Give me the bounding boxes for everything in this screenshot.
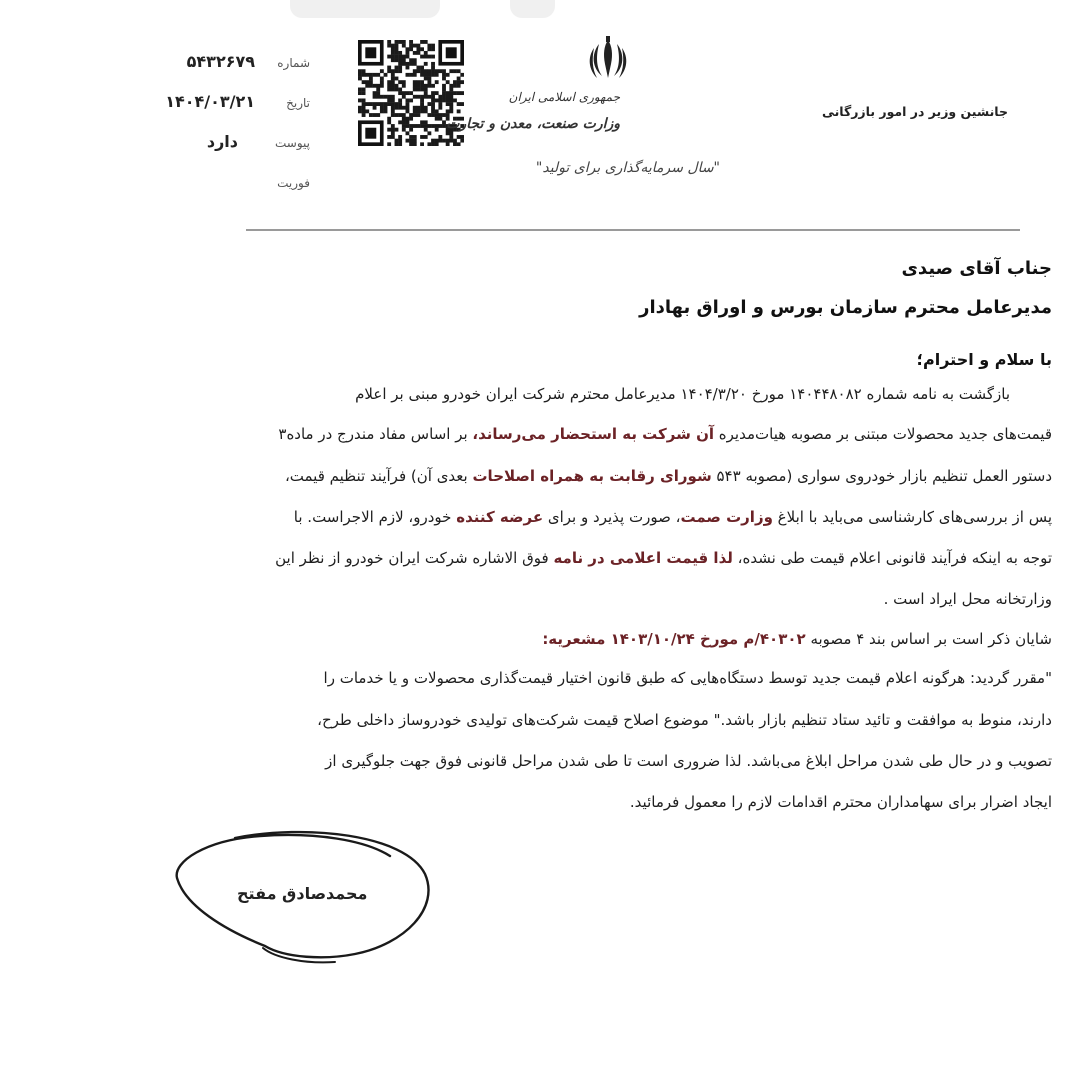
- body-line: تصویب و در حال طی شدن مراحل ابلاغ می‌باشد. لذا ضروری است تا طی شدن مراحل قانونی فوق جهت جلوگیری از: [325, 752, 1052, 770]
- republic-line: جمهوری اسلامی ایران: [508, 90, 620, 104]
- number-label: شماره: [277, 56, 310, 70]
- scan-smudge: [290, 0, 440, 18]
- body-line: وزارتخانه محل ایراد است .: [883, 590, 1052, 608]
- salutation: با سلام و احترام؛: [916, 350, 1052, 369]
- highlight-text: لذا قیمت اعلامی در نامه: [553, 549, 733, 567]
- letter-number: [160, 52, 310, 76]
- body-line: [285, 467, 1052, 485]
- iran-emblem-icon: [583, 34, 633, 84]
- body-line: "مقرر گردید: هرگونه اعلام قیمت جدید توسط دستگاه‌هایی که طبق قانون اختیار قیمت‌گذاری محصولات و یا خدمات را: [323, 669, 1052, 687]
- year-slogan: "سال سرمایه‌گذاری برای تولید": [535, 160, 720, 176]
- date-value: ۱۴۰۴/۰۳/۲۱: [165, 92, 255, 111]
- body-text: پس از بررسی‌های کارشناسی می‌باید با ابلاغ: [772, 508, 1052, 526]
- body-line: [278, 425, 1052, 443]
- ministry-line: وزارت صنعت، معدن و تجارت: [446, 116, 620, 132]
- attachment-label: پیوست: [275, 136, 310, 150]
- body-text: قیمت‌های جدید محصولات مبتنی بر مصوبه هیات‌مدیره: [714, 425, 1052, 443]
- body-line: [294, 508, 1052, 526]
- signatory-name: محمدصادق مفتح: [237, 884, 368, 903]
- deputy-title: جانشین وزیر در امور بازرگانی: [821, 104, 1008, 119]
- body-line: ایجاد اضرار برای سهامداران محترم اقدامات لازم را معمول فرمائید.: [629, 793, 1052, 811]
- body-line: دارند، منوط به موافقت و تائید ستاد تنظیم بازار باشد." موضوع اصلاح قیمت شرکت‌های تولیدی خودروساز داخلی طرح،: [317, 711, 1052, 729]
- highlight-text: وزارت صمت: [680, 508, 773, 526]
- body-line: [275, 549, 1052, 567]
- header-divider: [246, 229, 1020, 231]
- recipient-name: جناب آقای صیدی: [901, 258, 1052, 279]
- body-line: [542, 630, 1052, 648]
- letter-date: [160, 92, 310, 116]
- body-text: بعدی آن) فرآیند تنظیم قیمت،: [284, 467, 473, 485]
- body-text: ، صورت پذیرد و برای: [543, 508, 681, 526]
- recipient-title: مدیرعامل محترم سازمان بورس و اوراق بهادار: [639, 297, 1052, 318]
- body-text: شایان ذکر است بر اساس بند ۴ مصوبه: [805, 630, 1052, 648]
- body-text: خودرو، لازم الاجراست. با: [293, 508, 457, 526]
- letter-attachment: [160, 132, 310, 156]
- body-text: بر اساس مفاد مندرج در ماده۳: [278, 425, 473, 443]
- body-text: توجه به اینکه فرآیند قانونی اعلام قیمت طی نشده،: [732, 549, 1052, 567]
- highlight-text: عرضه کننده: [456, 508, 544, 526]
- scan-smudge: [510, 0, 555, 18]
- highlight-text: آن شرکت به استحضار می‌رساند،: [472, 425, 715, 443]
- attachment-value: دارد: [206, 132, 238, 151]
- urgency-label: فوریت: [277, 176, 310, 190]
- body-line: بازگشت به نامه شماره ۱۴۰۴۴۸۰۸۲ مورخ ۱۴۰۴/۳/۲۰ مدیرعامل محترم شرکت ایران خودرو مبنی بر اعلام: [355, 385, 1010, 403]
- highlight-text: شورای رقابت به همراه اصلاحات: [472, 467, 712, 485]
- number-value: ۵۴۳۲۶۷۹: [186, 52, 255, 71]
- highlight-text: ۴۰۳۰۲/م مورخ ۱۴۰۳/۱۰/۲۴ مشعریه:: [542, 630, 806, 648]
- date-label: تاریخ: [286, 96, 310, 110]
- body-text: فوق الاشاره شرکت ایران خودرو از نظر این: [275, 549, 554, 567]
- letter-urgency: [160, 172, 310, 196]
- body-text: دستور العمل تنظیم بازار خودروی سواری (مصوبه ۵۴۳: [711, 467, 1052, 485]
